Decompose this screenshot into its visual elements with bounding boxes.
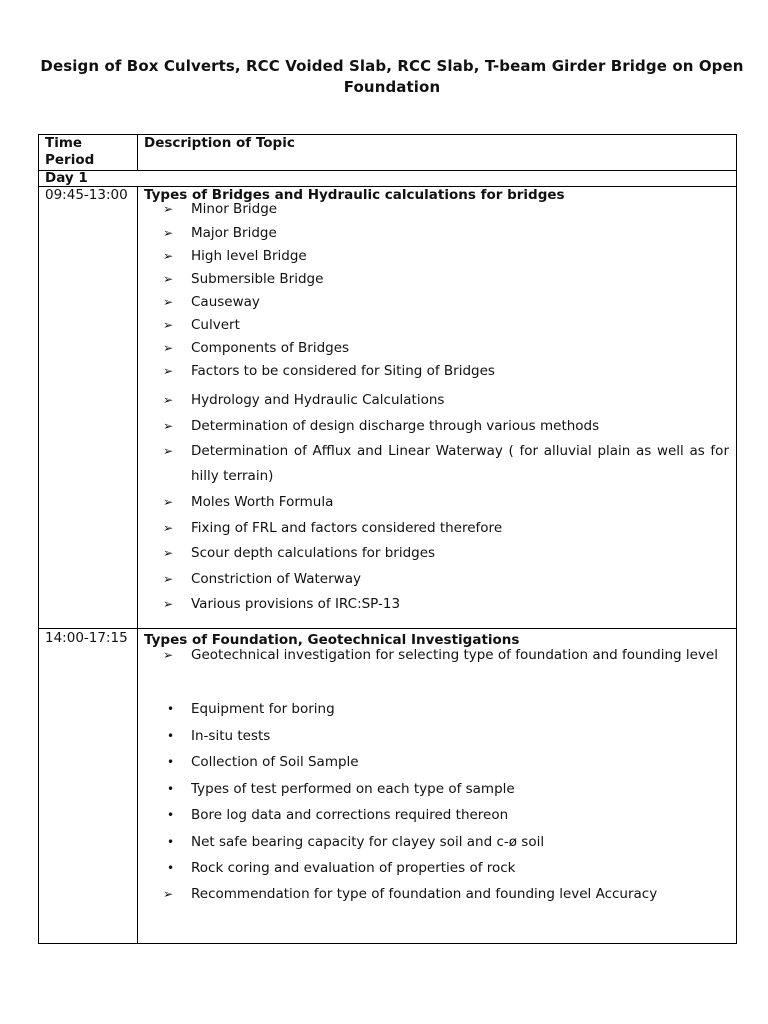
list-item xyxy=(163,313,729,338)
list-item-text: Minor Bridge xyxy=(191,201,278,217)
arrow-bullet-icon: ➢ xyxy=(163,597,174,611)
bullet-icon: • xyxy=(167,729,175,743)
arrow-bullet-icon: ➢ xyxy=(163,272,174,286)
list-item-text: Factors to be considered for Siting of Bridges xyxy=(191,363,495,379)
bullet-icon: • xyxy=(167,835,175,849)
list-item xyxy=(163,197,729,222)
list-item-text: Geotechnical investigation for selecting type of foundation and founding level xyxy=(191,647,718,663)
list-item xyxy=(163,803,729,828)
list-item-text: Moles Worth Formula xyxy=(191,494,334,510)
arrow-bullet-icon: ➢ xyxy=(163,202,174,216)
arrow-bullet-icon: ➢ xyxy=(163,341,174,355)
list-item-text: High level Bridge xyxy=(191,248,307,264)
session-time: 09:45-13:00 xyxy=(45,187,128,203)
arrow-bullet-icon: ➢ xyxy=(163,444,174,458)
list-item xyxy=(163,856,729,881)
list-item xyxy=(163,244,729,269)
list-item xyxy=(163,414,729,439)
arrow-bullet-icon: ➢ xyxy=(163,393,174,407)
arrow-bullet-icon: ➢ xyxy=(163,648,174,662)
bullet-icon: • xyxy=(167,782,175,796)
list-item-text: Scour depth calculations for bridges xyxy=(191,545,436,561)
header-description: Description of Topic xyxy=(144,135,295,151)
list-item-text: In-situ tests xyxy=(191,728,271,744)
session-heading: Types of Foundation, Geotechnical Investigations xyxy=(144,632,520,648)
arrow-bullet-icon: ➢ xyxy=(163,249,174,263)
list-item-text: Recommendation for type of foundation and founding level Accuracy xyxy=(191,886,658,902)
list-item xyxy=(163,830,729,855)
list-item-text: Causeway xyxy=(191,294,260,310)
list-item xyxy=(163,359,729,384)
session-time: 14:00-17:15 xyxy=(45,630,128,646)
column-divider xyxy=(137,135,138,943)
schedule-table xyxy=(38,134,737,944)
list-item-text: Major Bridge xyxy=(191,225,277,241)
arrow-bullet-icon: ➢ xyxy=(163,546,174,560)
list-item-text: Hydrology and Hydraulic Calculations xyxy=(191,392,445,408)
header-row-border xyxy=(39,170,736,171)
list-item-text: Net safe bearing capacity for clayey soil and c-ø soil xyxy=(191,834,545,850)
list-item xyxy=(163,290,729,315)
arrow-bullet-icon: ➢ xyxy=(163,419,174,433)
arrow-bullet-icon: ➢ xyxy=(163,295,174,309)
arrow-bullet-icon: ➢ xyxy=(163,318,174,332)
arrow-bullet-icon: ➢ xyxy=(163,495,174,509)
day-label: Day 1 xyxy=(45,170,88,186)
list-item xyxy=(163,882,729,907)
arrow-bullet-icon: ➢ xyxy=(163,364,174,378)
list-item-text: Constriction of Waterway xyxy=(191,571,361,587)
arrow-bullet-icon: ➢ xyxy=(163,572,174,586)
bullet-icon: • xyxy=(167,702,175,716)
arrow-bullet-icon: ➢ xyxy=(163,521,174,535)
bullet-icon: • xyxy=(167,755,175,769)
list-item xyxy=(163,267,729,292)
list-item xyxy=(163,592,729,617)
list-item-text: Determination of design discharge through various methods xyxy=(191,418,600,434)
bullet-icon: • xyxy=(167,808,175,822)
list-item-text: Culvert xyxy=(191,317,240,333)
list-item-text: Rock coring and evaluation of properties of rock xyxy=(191,860,516,876)
list-item xyxy=(163,777,729,802)
list-item-text: Collection of Soil Sample xyxy=(191,754,359,770)
list-item-text: Submersible Bridge xyxy=(191,271,324,287)
list-item-text: Types of test performed on each type of sample xyxy=(191,781,515,797)
list-item-text: Bore log data and corrections required thereon xyxy=(191,807,509,823)
header-time-period: Time Period xyxy=(45,135,95,168)
list-item-text: Various provisions of IRC:SP-13 xyxy=(191,596,401,612)
list-item xyxy=(163,388,729,413)
list-item-text: Determination of Afflux and Linear Waterway ( for alluvial plain as well as for hilly terrain) xyxy=(191,443,729,484)
bullet-icon: • xyxy=(167,861,175,875)
list-item xyxy=(163,750,729,775)
document-title: Design of Box Culverts, RCC Voided Slab, RCC Slab, T-beam Girder Bridge on Open Foundation xyxy=(40,57,744,96)
list-item xyxy=(163,697,729,722)
session-divider xyxy=(39,628,736,629)
session-heading: Types of Bridges and Hydraulic calculations for bridges xyxy=(144,187,565,203)
arrow-bullet-icon: ➢ xyxy=(163,226,174,240)
list-item xyxy=(163,336,729,361)
list-item xyxy=(163,724,729,749)
list-item xyxy=(163,567,729,592)
list-item-text: Components of Bridges xyxy=(191,340,350,356)
list-item xyxy=(163,439,729,489)
list-item xyxy=(163,516,729,541)
arrow-bullet-icon: ➢ xyxy=(163,887,174,901)
list-item xyxy=(163,643,729,668)
list-item xyxy=(163,221,729,246)
list-item-text: Fixing of FRL and factors considered therefore xyxy=(191,520,503,536)
list-item-text: Equipment for boring xyxy=(191,701,335,717)
list-item xyxy=(163,541,729,566)
list-item xyxy=(163,490,729,515)
